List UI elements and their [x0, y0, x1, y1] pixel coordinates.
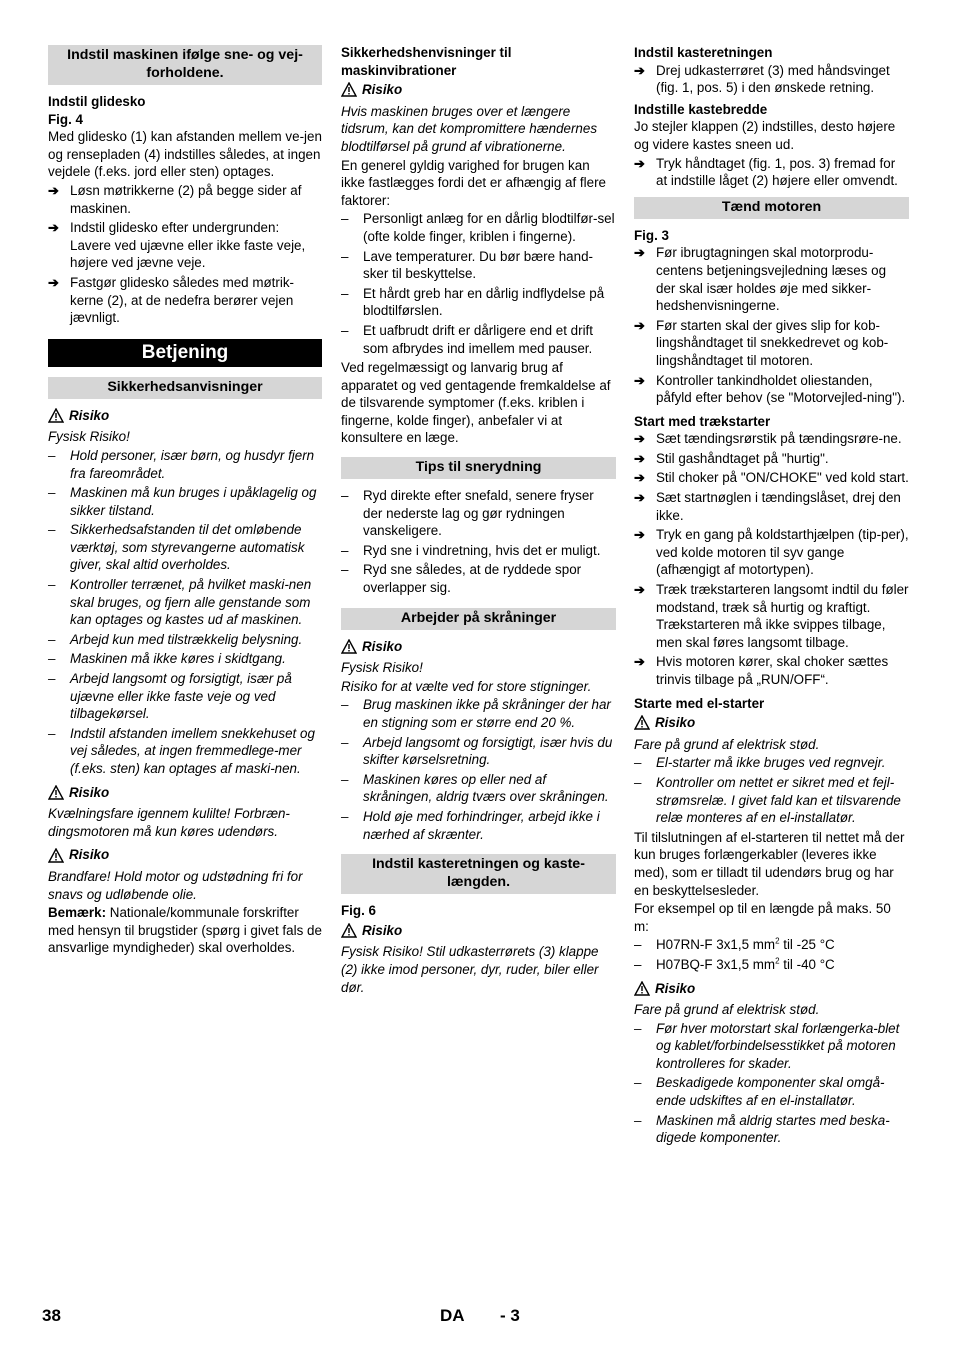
list-item: – Arbejd langsomt og forsigtigt, især hvis du skifter kørselsretning. [341, 734, 613, 768]
risk-label: Risiko [341, 81, 616, 99]
list-item: – Ryd sne således, at de ryddede spor overlapper sig. [341, 562, 582, 596]
list-item: ➔ Sæt tændingsrørstik på tændingsrøre-ne. [634, 431, 902, 447]
list-item: – Maskinen må kun bruges i upåklagelig og sikker tilstand. [48, 485, 317, 518]
paragraph: En generel gyldig varighed for brugen kan ikke fastlægges fordi det er afhængig af flere faktorer: [341, 157, 606, 208]
warning-icon [634, 715, 650, 730]
warning-icon [48, 408, 64, 423]
language-code: DA [440, 1306, 465, 1325]
list-item: – Kontroller terrænet, på hvilket maski-nen skal bruges, og fjern alle genstande som kan optages og kastes ud af maskinen. [48, 577, 312, 628]
list-item: – Arbejd langsomt og forsigtigt, især på ujævne eller ikke faste veje og ved tilbagekørsel. [48, 671, 292, 722]
fig-ref: Fig. 6 [341, 903, 376, 919]
list-item: ➔ Hvis motoren kører, skal choker sættes trinvis tilbage på „RUN/OFF“. [634, 654, 889, 687]
subheading-throw-direction: Indstil kasteretningen [634, 45, 773, 60]
list-item: – Brug maskinen ikke på skråninger der har en stigning som er større end 20 %. [341, 697, 611, 730]
list-item: – Hold øje med forhindringer, arbejd ikke i nærhed af skrænter. [341, 808, 600, 842]
risk-text: Fysisk Risiko! [48, 429, 130, 445]
risk-text: Hvis maskinen bruges over et længere tidsrum, kan det kompromittere hændernes blodtilførsel på grund af vibrationerne. [341, 103, 598, 154]
section-heading-snow-tips: Tips til snerydning [341, 457, 616, 479]
arrow-icon: ➔ [634, 317, 645, 333]
column-left [48, 44, 322, 958]
section-heading-slopes: Arbejder på skråninger [341, 608, 616, 630]
fig-ref: Fig. 4 [48, 111, 83, 127]
list-item: – Hold personer, især børn, og husdyr fjern fra fareområdet. [48, 447, 315, 481]
list-item: ➔ Sæt startnøglen i tændingslåset, drej den ikke. [634, 490, 901, 523]
list-item: – Ryd sne i vindretning, hvis det er muligt. [341, 542, 601, 558]
risk-label: Risiko [341, 922, 616, 940]
list-item: – Før hver motorstart skal forlængerka-blet og kablet/forbindelsesstikket på motoren kontrolleres for skader. [634, 1020, 900, 1071]
warning-icon [341, 923, 357, 938]
list-item: – Ryd direkte efter snefald, senere fryser der nederste lag og gør rydningen vanskeligere. [341, 488, 594, 539]
risk-label: Risiko [48, 784, 322, 802]
list-item: – H07RN-F 3x1,5 $mm^2$ til -25 °C [634, 936, 835, 953]
list-item: ➔ Før starten skal der gives slip for kob-lingshåndtaget til snekkedrevet og kob-lingshåndtaget til motoren. [634, 317, 889, 368]
fig-ref: Fig. 3 [634, 227, 669, 243]
subheading-pull-start: Start med trækstarter [634, 413, 771, 429]
list-item: ➔ Træk trækstarteren langsomt indtil du føler modstand, træk så hurtig og kraftigt. Trækstarteren må ikke svippes tilbage, men skal føres langsomt tilbage. [634, 582, 909, 650]
list-item: ➔ Før ibrugtagningen skal motorprodu-centens betjeningsvejledning læses og der skal især holdes øje med sikker-hedshenvisningerne. [634, 245, 887, 314]
risk-text: Kvælningsfare igennem kulilte! Forbræn-dingsmotoren må kun køres udendørs. [48, 806, 290, 839]
risk-text: Brandfare! Hold motor og udstødning fri for snavs og udløbende olie. [48, 868, 303, 902]
column-middle [341, 44, 616, 997]
list-item: – Lave temperaturer. Du bør bære hand-sker til beskyttelse. [341, 248, 593, 282]
risk-label: Risiko [341, 638, 616, 656]
warning-icon [634, 981, 650, 996]
risk-label: Risiko [634, 714, 909, 732]
list-item: ➔ Indstil glidesko efter undergrunden: Lavere ved ujævne eller ikke faste veje, højere ved jævne veje. [48, 220, 306, 271]
subheading-vibration: Sikkerhedshenvisninger til maskinvibrationer [341, 45, 512, 78]
risk-text: Fare på grund af elektrisk stød. [634, 1002, 820, 1018]
section-heading-throw-direction: Indstil kasteretningen og kaste-længden. [341, 854, 616, 894]
list-item: – Kontroller om nettet er sikret med et fejl-strømsrelæ. I givet fald kan et tilsvarende relæ monteres af en el-installatør. [634, 774, 901, 826]
arrow-icon: ➔ [634, 372, 645, 388]
warning-icon [48, 848, 64, 863]
subheading-throw-width: Indstille kastebredde [634, 101, 768, 117]
risk-text: Risiko for at vælte ved for store stigninger. [341, 678, 592, 694]
list-item: ➔ Tryk håndtaget (fig. 1, pos. 3) fremad for at indstille låget (2) højere eller omvendt. [634, 155, 898, 189]
list-item: – Maskinen må ikke køres i skidtgang. [48, 651, 286, 667]
list-item: ➔ Stil choker på "ON/CHOKE" ved kold start. [634, 470, 909, 486]
list-item: – Arbejd kun med tilstrækkelig belysning. [48, 631, 303, 647]
risk-text: Fare på grund af elektrisk stød. [634, 736, 820, 752]
arrow-icon: ➔ [634, 431, 645, 447]
list-item: – Maskinen må aldrig startes med beska-digede komponenter. [634, 1112, 890, 1146]
chapter-heading-betjening: Betjening [48, 339, 322, 367]
list-item: ➔ Stil gashåndtaget på "hurtig". [634, 450, 829, 466]
list-item: – El-starter må ikke bruges ved regnvejr. [634, 755, 886, 771]
paragraph: For eksempel op til en længde på maks. 50 m: [634, 901, 891, 934]
list-item: – H07BQ-F 3x1,5 $mm^2$ til -40 °C [634, 956, 835, 972]
arrow-icon: ➔ [634, 62, 645, 78]
list-item: ➔ Kontroller tankindholdet oliestanden, påfyld efter behov (se "Motorvejled-ning"). [634, 372, 906, 406]
arrow-icon: ➔ [634, 527, 645, 543]
arrow-icon: ➔ [48, 220, 59, 236]
arrow-icon: ➔ [634, 582, 645, 598]
paragraph: Til tilslutningen af el-starteren til nettet må der kun bruges forlængerkabler (leveres ikke med), som er tilladt til udendørs brug og har en beskyttelsesleder. [634, 829, 905, 898]
column-right [634, 44, 909, 1149]
risk-label: Risiko [634, 980, 909, 998]
arrow-icon: ➔ [48, 182, 59, 198]
list-item: – Et uafbrudt drift er dårligere end et drift som afbrydes ind imellem med pauser. [341, 322, 593, 356]
risk-label: Risiko [48, 846, 322, 864]
list-item: – Sikkerhedsafstanden til det omløbende værktøj, som styrevangerne automatisk giver, skal altid overholdes. [48, 522, 305, 573]
arrow-icon: ➔ [634, 450, 645, 466]
risk-text: Fysisk Risiko! [341, 660, 423, 676]
risk-label: Risiko [48, 407, 322, 425]
risk-text: Fysisk Risiko! Stil udkasterrørets (3) klappe (2) ikke imod personer, dyr, ruder, biler eller dør. [341, 944, 599, 995]
warning-icon [48, 785, 64, 800]
section-heading-start-engine: Tænd motoren [634, 197, 909, 219]
arrow-icon: ➔ [634, 490, 645, 506]
arrow-icon: ➔ [634, 654, 645, 670]
arrow-icon: ➔ [634, 155, 645, 171]
arrow-icon: ➔ [634, 245, 645, 261]
arrow-icon: ➔ [634, 470, 645, 486]
page-number: 38 [42, 1306, 61, 1325]
list-item: ➔ Tryk en gang på koldstarthjælpen (tip-per), ved kolde motoren til syv gange (afhængigt af motortypen). [634, 527, 909, 578]
paragraph: Ved regelmæssigt og lanvarig brug af apparatet og ved gentagende fremkaldelse af de tilsvarende symptomer (f.eks. kriblen i fingerne, kolde finger), anbefaler vi at konsultere en læge. [341, 360, 611, 446]
list-item: ➔ Drej udkasterrøret (3) med håndsvinget (fig. 1, pos. 5) i den ønskede retning. [634, 62, 890, 96]
list-item: ➔ Løsn møtrikkerne (2) på begge sider af maskinen. [48, 182, 302, 216]
subheading-electric-start: Starte med el-starter [634, 695, 765, 711]
section-heading-safety: Sikkerhedsanvisninger [48, 377, 322, 399]
list-item: – Beskadigede komponenter skal omgå-ende udskiftes af en el-installatør. [634, 1075, 885, 1109]
paragraph: Med glidesko (1) kan afstanden mellem ve-jen og rensepladen (4) indstilles således, at ingen vejdele (f.eks. jord eller sten) optages. [48, 129, 322, 180]
subheading-glidesko: Indstil glidesko [48, 94, 146, 109]
list-item: – Personligt anlæg for en dårlig blodtilfør-sel (ofte kolde finger, kriblen i fingerne). [341, 211, 615, 244]
list-item: ➔ Fastgør glidesko således med møtrik-kerne (2), at de nedefra berører vejen jævnligt. [48, 274, 294, 326]
arrow-icon: ➔ [48, 274, 59, 290]
list-item: – Maskinen køres op eller ned af skråningen, aldrig tværs over skråningen. [341, 771, 609, 805]
note: Bemærk: Nationale/kommunale forskrifter med hensyn til brugstider (spørg i givet fals de ansvarlige myndigheder) skal overholdes. [48, 905, 322, 956]
list-item: – Indstil afstanden imellem snekkehuset og vej således, at ingen fremmedlege-mer (f.eks. sten) kan optages af maski-nen. [48, 725, 315, 776]
paragraph: Jo stejler klappen (2) indstilles, desto højere og videre kastes sneen ud. [634, 119, 896, 152]
warning-icon [341, 639, 357, 654]
warning-icon [341, 82, 357, 97]
sub-page-number: - 3 [500, 1306, 520, 1325]
section-heading-snow-conditions: Indstil maskinen ifølge sne- og vej-forholdene. [48, 45, 322, 85]
list-item: – Et hårdt greb har en dårlig indflydelse på blodtilførslen. [341, 285, 605, 319]
